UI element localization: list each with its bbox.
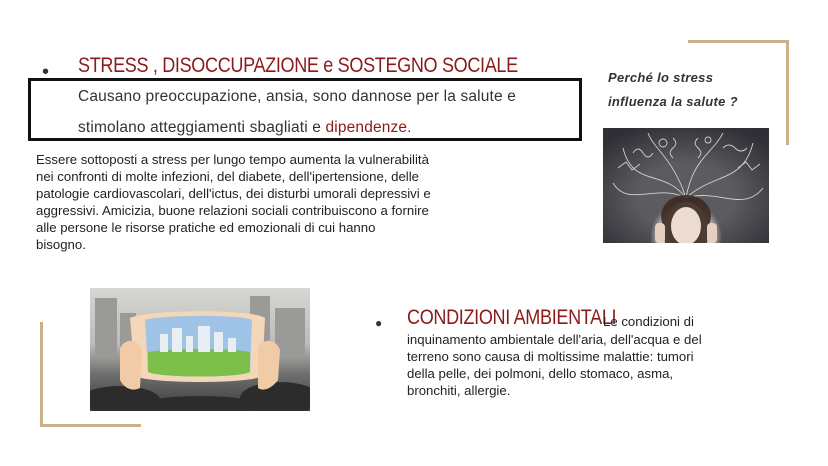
- paragraph-line: alle persone le risorse pratiche ed emozionali di cui hanno: [36, 220, 376, 235]
- ambientali-line-1: Le condizioni di: [603, 314, 694, 329]
- ambientali-paragraph: [407, 331, 767, 399]
- heading-ambientali: CONDIZIONI AMBIENTALI: [407, 306, 617, 329]
- stress-paragraph: [36, 151, 506, 253]
- paragraph-line: aggressivi. Amicizia, buone relazioni sociali contribuiscono a fornire: [36, 203, 429, 218]
- question-line-1: Perché lo stress: [608, 70, 714, 85]
- paragraph-line: inquinamento ambientale dell'aria, dell'acqua e del: [407, 332, 702, 347]
- bullet-stress: •: [42, 61, 50, 83]
- stress-photo: [603, 128, 769, 243]
- paragraph-line: bisogno.: [36, 237, 86, 252]
- paragraph-line: della pelle, dei polmoni, dello stomaco, asma,: [407, 366, 674, 381]
- scribble-thoughts-illustration: [603, 128, 769, 243]
- corner-bracket-bottom-left: [40, 322, 141, 427]
- box-line-2: [78, 112, 412, 143]
- box-line-2-text: stimolano atteggiamenti sbagliati e: [78, 119, 326, 136]
- question-line-2: influenza la salute ?: [608, 94, 738, 109]
- question-text: [608, 66, 738, 114]
- paragraph-line: Essere sottoposti a stress per lungo tempo aumenta la vulnerabilità: [36, 152, 429, 167]
- paragraph-line: terreno sono causa di moltissime malattie: tumori: [407, 349, 694, 364]
- box-line-1: Causano preoccupazione, ansia, sono dannose per la salute e: [78, 88, 516, 105]
- bullet-ambientali: ●: [375, 316, 383, 330]
- paragraph-line: bronchiti, allergie.: [407, 383, 511, 398]
- dipendenze-highlight: dipendenze.: [325, 119, 412, 136]
- paragraph-line: patologie cardiovascolari, dell'ictus, dei disturbi umorali depressivi e: [36, 186, 431, 201]
- paragraph-line: nei confronti di molte infezioni, del diabete, dell'ipertensione, delle: [36, 169, 419, 184]
- heading-stress: STRESS , DISOCCUPAZIONE e SOSTEGNO SOCIALE: [78, 54, 518, 77]
